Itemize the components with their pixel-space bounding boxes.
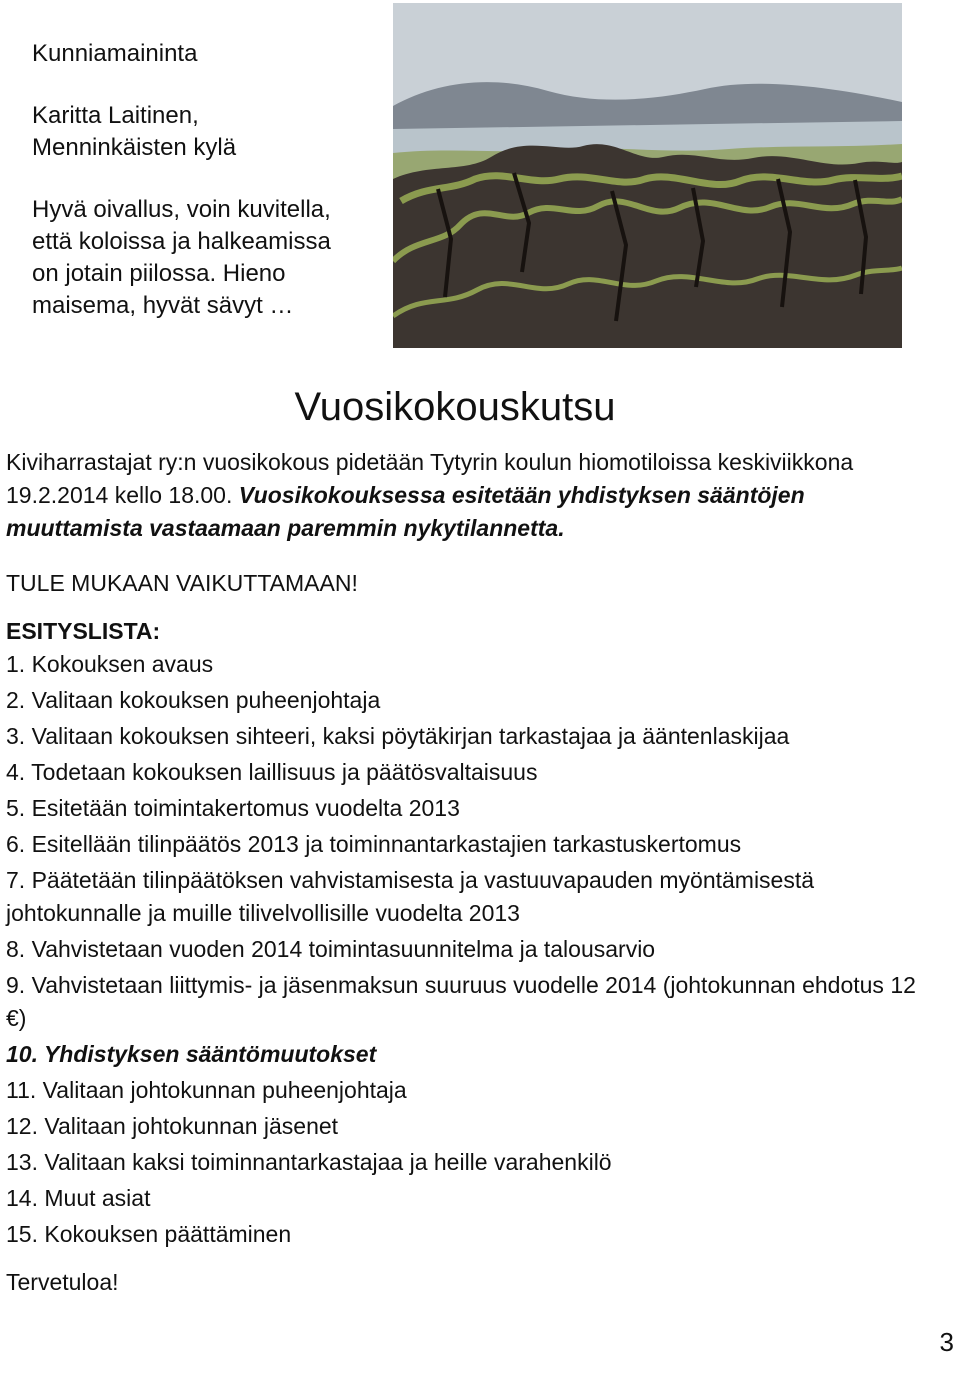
- award-comment-line-1: Hyvä oivallus, voin kuvitella,: [32, 196, 331, 223]
- agenda-item: 5. Esitetään toimintakertomus vuodelta 2013: [6, 795, 460, 821]
- agenda-item: 3. Valitaan kokouksen sihteeri, kaksi pöytäkirjan tarkastajaa ja ääntenlaskijaa: [6, 723, 790, 749]
- award-author-line-2: Menninkäisten kylä: [32, 134, 237, 161]
- closing-greeting: Tervetuloa!: [6, 1269, 119, 1295]
- agenda-list: [6, 648, 936, 1251]
- invitation-content: [6, 446, 936, 1299]
- agenda-item: 1. Kokouksen avaus: [6, 651, 214, 677]
- agenda-title: ESITYSLISTA:: [6, 618, 161, 644]
- landscape-photo: [393, 3, 902, 348]
- agenda-item: 4. Todetaan kokouksen laillisuus ja päätösvaltaisuus: [6, 759, 538, 785]
- agenda-item: 13. Valitaan kaksi toiminnantarkastajaa ja heille varahenkilö: [6, 1149, 612, 1175]
- award-comment-line-3: on jotain piilossa. Hieno: [32, 260, 286, 287]
- award-author-line-1: Karitta Laitinen,: [32, 102, 199, 129]
- meeting-time-location: Kiviharrastajat ry:n vuosikokous pidetään Tytyrin koulun hiomotiloissa keskiviikkona 19.2.2014 kello 18.00.: [6, 449, 854, 508]
- photo-rocks: [393, 144, 902, 348]
- participation-callout: TULE MUKAAN VAIKUTTAMAAN!: [6, 570, 358, 596]
- page-number: 3: [939, 1327, 954, 1357]
- agenda-item: 11. Valitaan johtokunnan puheenjohtaja: [6, 1077, 407, 1103]
- agenda-item-rule-changes: 10. Yhdistyksen sääntömuutokset: [6, 1041, 377, 1067]
- rule-change-notice: Vuosikokouksessa esitetään yhdistyksen sääntöjen muuttamista vastaamaan paremmin nykytilannetta.: [6, 482, 805, 541]
- agenda-item: 14. Muut asiat: [6, 1185, 151, 1211]
- agenda-item: 2. Valitaan kokouksen puheenjohtaja: [6, 687, 381, 713]
- award-mention: [32, 38, 382, 322]
- meeting-description: [6, 446, 936, 545]
- landscape-illustration: [393, 3, 902, 348]
- agenda-item: 12. Valitaan johtokunnan jäsenet: [6, 1113, 339, 1139]
- award-comment-line-2: että koloissa ja halkeamissa: [32, 228, 331, 255]
- invitation-title: Vuosikokouskutsu: [294, 385, 616, 429]
- award-heading: Kunniamaininta: [32, 40, 198, 67]
- agenda-item: 8. Vahvistetaan vuoden 2014 toimintasuunnitelma ja talousarvio: [6, 936, 656, 962]
- agenda-item: 15. Kokouksen päättäminen: [6, 1221, 292, 1247]
- agenda-item: 9. Vahvistetaan liittymis- ja jäsenmaksun suuruus vuodelle 2014 (johtokunnan ehdotus 12 €): [6, 972, 916, 1031]
- agenda-item: 7. Päätetään tilinpäätöksen vahvistamisesta ja vastuuvapauden myöntämisestä johtokunnalle ja muille tilivelvollisille vuodelta 2013: [6, 867, 815, 926]
- award-comment-line-4: maisema, hyvät sävyt …: [32, 292, 294, 319]
- agenda-item: 6. Esitellään tilinpäätös 2013 ja toiminnantarkastajien tarkastuskertomus: [6, 831, 742, 857]
